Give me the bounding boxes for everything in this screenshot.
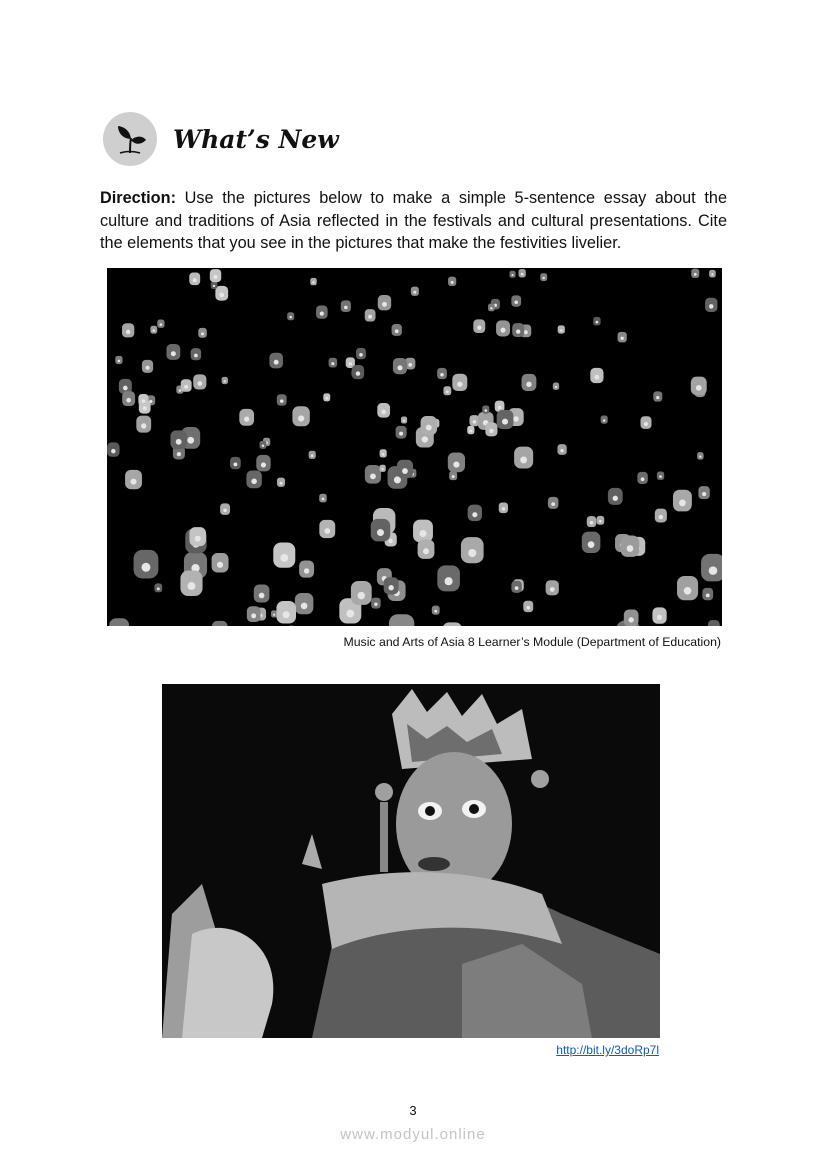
section-heading (103, 112, 339, 166)
direction-paragraph (100, 187, 727, 255)
figure-caption: Music and Arts of Asia 8 Learner’s Module (Department of Education) (343, 635, 721, 649)
section-title: What’s New (173, 124, 339, 154)
direction-label: Direction: (100, 189, 176, 207)
direction-text: Use the pictures below to make a simple 5-sentence essay about the culture and traditions of Asia reflected in the festivals and cultural presentations. Cite the elements that you see in the pictures that make the festivities livelier. (100, 189, 727, 252)
figure-source-link[interactable]: http://bit.ly/3doRp7l (556, 1043, 659, 1057)
watermark: www.modyul.online (340, 1126, 486, 1143)
dancer-photo (162, 684, 660, 1038)
page-number: 3 (409, 1103, 417, 1118)
lantern-festival-photo (107, 268, 722, 626)
seedling-icon (103, 112, 157, 166)
